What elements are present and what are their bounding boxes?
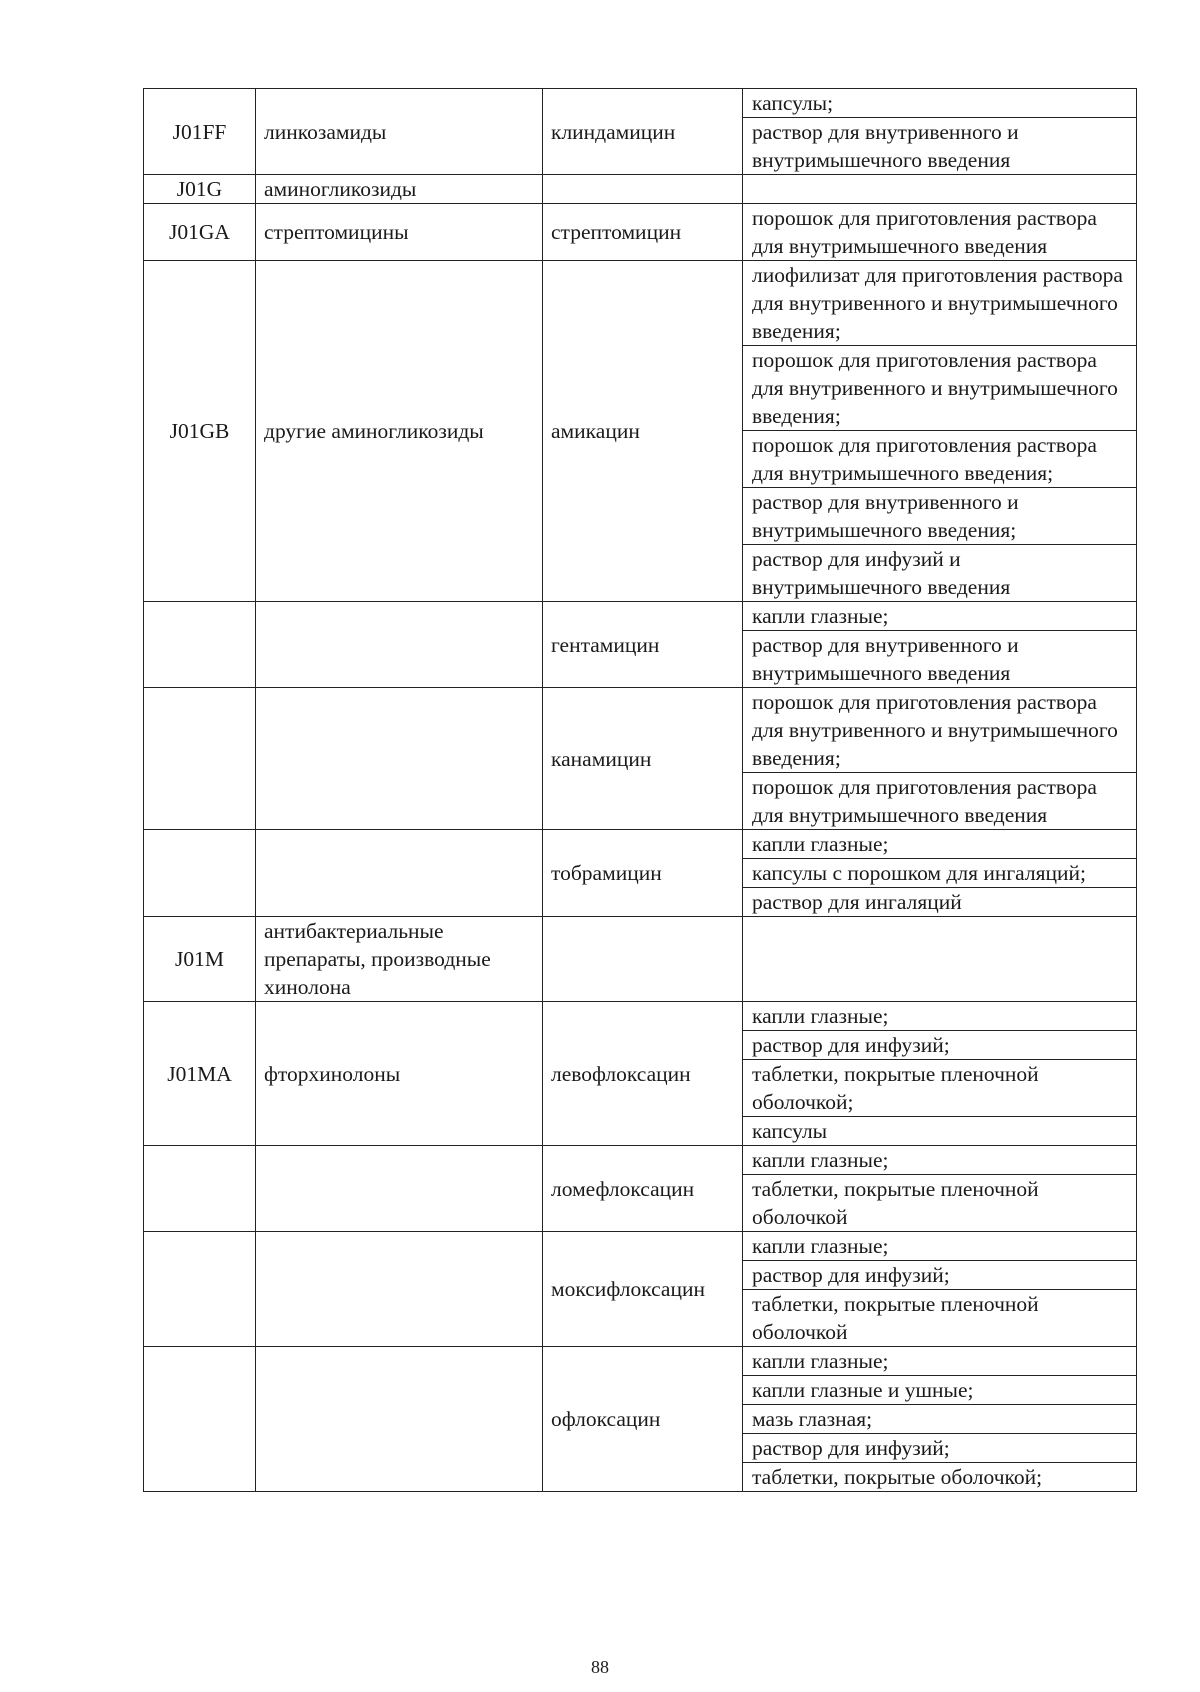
dosage-form: капли глазные;: [743, 1232, 1136, 1261]
dosage-forms-cell: [743, 1002, 1137, 1146]
dosage-forms-cell: [743, 688, 1137, 830]
dosage-forms-cell: [743, 89, 1137, 175]
atc-group-cell: аминогликозиды: [256, 175, 543, 204]
dosage-form: раствор для инфузий;: [743, 1261, 1136, 1290]
dosage-form: таблетки, покрытые пленочной оболочкой;: [743, 1060, 1136, 1117]
atc-code-cell: [144, 1232, 256, 1347]
substance-cell: левофлоксацин: [543, 1002, 743, 1146]
table-row: [144, 89, 1137, 175]
atc-group-cell: линкозамиды: [256, 89, 543, 175]
table-row: [144, 917, 1137, 1002]
table-row: [144, 1002, 1137, 1146]
page-number: 88: [591, 1657, 609, 1677]
dosage-form: капли глазные;: [743, 1347, 1136, 1376]
dosage-form: таблетки, покрытые оболочкой;: [752, 1465, 1043, 1489]
dosage-form: раствор для инфузий и внутримышечного введения: [752, 547, 1011, 599]
table-row: [144, 1347, 1137, 1492]
substance-cell: моксифлоксацин: [543, 1232, 743, 1347]
atc-group-cell: фторхинолоны: [256, 1002, 543, 1146]
atc-code-cell: [144, 602, 256, 688]
atc-group-cell: [256, 1347, 543, 1492]
atc-group-cell: [256, 602, 543, 688]
dosage-form: лиофилизат для приготовления раствора для внутривенного и внутримышечного введения;: [743, 261, 1136, 346]
dosage-form: капли глазные;: [743, 602, 1136, 631]
substance-cell: [543, 175, 743, 204]
substance-cell: [543, 917, 743, 1002]
dosage-forms-cell: [743, 175, 1137, 204]
table-row: [144, 1232, 1137, 1347]
dosage-form: раствор для внутривенного и внутримышечного введения: [752, 633, 1019, 685]
substance-cell: амикацин: [543, 261, 743, 602]
atc-group-cell: стрептомицины: [256, 204, 543, 261]
atc-code-cell: [144, 1146, 256, 1232]
atc-code-cell: J01GB: [144, 261, 256, 602]
dosage-form: раствор для ингаляций: [752, 890, 962, 914]
atc-code-cell: [144, 688, 256, 830]
dosage-form: порошок для приготовления раствора для внутривенного и внутримышечного введения;: [743, 688, 1136, 773]
dosage-form: раствор для внутривенного и внутримышечного введения: [752, 120, 1019, 172]
dosage-form: капли глазные;: [743, 1146, 1136, 1175]
table-row: [144, 175, 1137, 204]
dosage-form: раствор для инфузий;: [743, 1031, 1136, 1060]
dosage-forms-cell: [743, 261, 1137, 602]
atc-group-cell: антибактериальные препараты, производные хинолона: [256, 917, 543, 1002]
substance-cell: тобрамицин: [543, 830, 743, 917]
dosage-form: таблетки, покрытые пленочной оболочкой: [752, 1292, 1039, 1344]
atc-group-cell: другие аминогликозиды: [256, 261, 543, 602]
atc-group-cell: [256, 688, 543, 830]
dosage-forms-cell: [743, 1146, 1137, 1232]
dosage-form: мазь глазная;: [743, 1405, 1136, 1434]
atc-group-cell: [256, 1232, 543, 1347]
table-row: [144, 688, 1137, 830]
drug-table: [143, 88, 1137, 1492]
dosage-form: таблетки, покрытые пленочной оболочкой: [752, 1177, 1039, 1229]
dosage-form: порошок для приготовления раствора для внутримышечного введения: [752, 206, 1097, 258]
dosage-form: раствор для внутривенного и внутримышечного введения;: [743, 488, 1136, 545]
dosage-forms-cell: [743, 1347, 1137, 1492]
atc-code-cell: J01G: [144, 175, 256, 204]
substance-cell: ломефлоксацин: [543, 1146, 743, 1232]
dosage-forms-cell: [743, 917, 1137, 1002]
table-row: [144, 204, 1137, 261]
atc-code-cell: [144, 830, 256, 917]
atc-group-cell: [256, 1146, 543, 1232]
table-row: [144, 830, 1137, 917]
atc-code-cell: J01MA: [144, 1002, 256, 1146]
substance-cell: клиндамицин: [543, 89, 743, 175]
atc-code-cell: J01M: [144, 917, 256, 1002]
substance-cell: канамицин: [543, 688, 743, 830]
substance-cell: стрептомицин: [543, 204, 743, 261]
dosage-form: порошок для приготовления раствора для внутривенного и внутримышечного введения;: [743, 346, 1136, 431]
atc-code-cell: [144, 1347, 256, 1492]
dosage-form: капсулы с порошком для ингаляций;: [743, 859, 1136, 888]
dosage-form: капли глазные и ушные;: [743, 1376, 1136, 1405]
dosage-form: капсулы;: [743, 89, 1136, 118]
dosage-form: порошок для приготовления раствора для внутримышечного введения;: [743, 431, 1136, 488]
dosage-form: порошок для приготовления раствора для внутримышечного введения: [752, 775, 1097, 827]
atc-code-cell: J01FF: [144, 89, 256, 175]
dosage-form: капсулы: [752, 1119, 828, 1143]
dosage-form: [743, 175, 1136, 203]
dosage-forms-cell: [743, 204, 1137, 261]
substance-cell: офлоксацин: [543, 1347, 743, 1492]
dosage-form: [743, 917, 1136, 945]
dosage-form: капли глазные;: [743, 1002, 1136, 1031]
dosage-forms-cell: [743, 1232, 1137, 1347]
table-row: [144, 261, 1137, 602]
table-body: [144, 89, 1137, 1492]
atc-group-cell: [256, 830, 543, 917]
dosage-forms-cell: [743, 602, 1137, 688]
dosage-forms-cell: [743, 830, 1137, 917]
dosage-form: раствор для инфузий;: [743, 1434, 1136, 1463]
substance-cell: гентамицин: [543, 602, 743, 688]
dosage-form: капли глазные;: [743, 830, 1136, 859]
table-row: [144, 1146, 1137, 1232]
atc-code-cell: J01GA: [144, 204, 256, 261]
table-row: [144, 602, 1137, 688]
